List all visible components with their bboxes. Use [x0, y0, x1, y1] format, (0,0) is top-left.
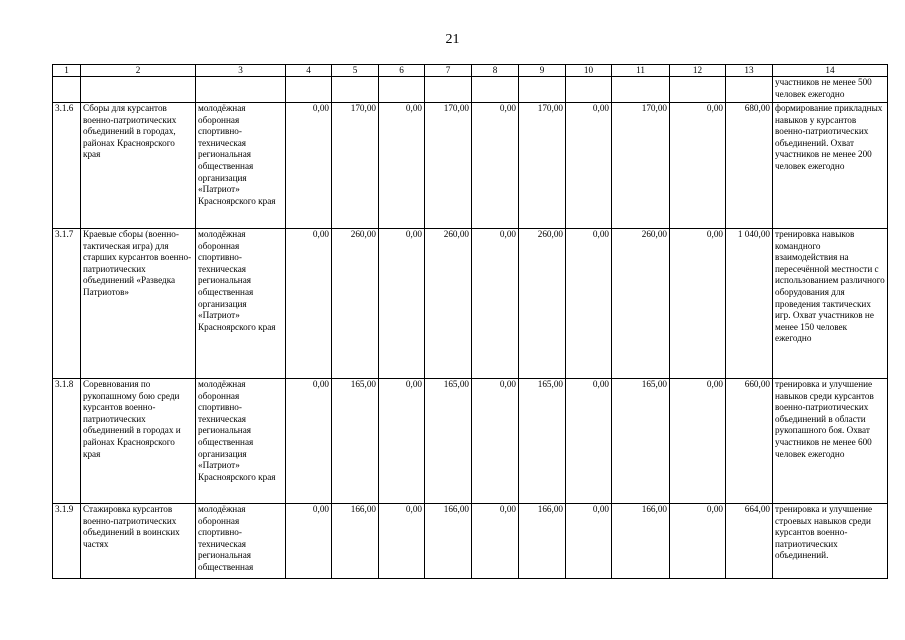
value-cell: 0,00: [286, 229, 332, 379]
result-cell: тренировка и улучшение навыков среди курсантов военно-патриотических объединений в области рукопашного боя. Охват участников не менее 600 человек ежегодно: [773, 379, 888, 504]
total-cell: 680,00: [726, 103, 773, 229]
value-cell: 0,00: [566, 229, 612, 379]
event-cell: Соревнования по рукопашному бою среди курсантов военно-патриотических объединений в городах и районах Красноярского края: [81, 379, 196, 504]
executor-cell: молодёжная оборонная спортивно-техническая региональная общественная: [198, 504, 254, 572]
code-cell: 3.1.7: [53, 229, 81, 379]
executor-cell: молодёжная оборонная спортивно-техническая региональная общественная организация «Патриот» Красноярского края: [196, 103, 286, 229]
value-cell: 165,00: [332, 379, 379, 504]
value-cell: 0,00: [379, 504, 425, 579]
column-header: 7: [425, 65, 472, 77]
value-cell: 0,00: [566, 379, 612, 504]
value-cell: 165,00: [612, 379, 670, 504]
value-cell: 166,00: [612, 504, 670, 579]
value-cell: 0,00: [472, 379, 519, 504]
value-cell: 0,00: [670, 379, 726, 504]
result-cell: тренировка и улучшение строевых навыков среди курсантов военно-патриотических объединений.: [773, 504, 888, 579]
value-cell: 0,00: [670, 229, 726, 379]
column-header: 12: [670, 65, 726, 77]
value-cell: 0,00: [286, 379, 332, 504]
column-header: 4: [286, 65, 332, 77]
value-cell: 166,00: [519, 504, 566, 579]
value-cell: 0,00: [379, 229, 425, 379]
program-table: [52, 64, 888, 579]
event-cell: Сборы для курсантов военно-патриотических объединений в городах, районах Красноярского края: [81, 103, 196, 229]
total-cell: 1 040,00: [726, 229, 773, 379]
column-header: 5: [332, 65, 379, 77]
event-cell: Стажировка курсантов военно-патриотических объединений в воинских частях: [81, 504, 196, 579]
value-cell: 170,00: [612, 103, 670, 229]
value-cell: 0,00: [286, 504, 332, 579]
result-cell: формирование прикладных навыков у курсантов военно-патриотических объединений. Охват участников не менее 200 человек ежегодно: [773, 103, 888, 229]
code-cell: 3.1.6: [53, 103, 81, 229]
column-header: 3: [196, 65, 286, 77]
total-cell: 660,00: [726, 379, 773, 504]
value-cell: 260,00: [612, 229, 670, 379]
value-cell: 166,00: [425, 504, 472, 579]
result-cell: участников не менее 500 человек ежегодно: [773, 77, 888, 103]
code-cell: 3.1.8: [53, 379, 81, 504]
event-cell: Краевые сборы (военно-тактическая игра) для старших курсантов военно-патриотических объединений «Разведка Патриотов»: [81, 229, 196, 379]
column-header: 10: [566, 65, 612, 77]
column-header: 11: [612, 65, 670, 77]
table-row: [53, 504, 888, 579]
value-cell: 170,00: [332, 103, 379, 229]
result-cell: тренировка навыков командного взаимодействия на пересечённой местности с использованием различного оборудования для проведения тактических игр. Охват участников не менее 150 человек ежегодно: [773, 229, 888, 379]
header-row: [53, 65, 888, 77]
value-cell: 260,00: [332, 229, 379, 379]
value-cell: 170,00: [425, 103, 472, 229]
page-number: 21: [445, 32, 460, 47]
continuation-row: [53, 77, 888, 103]
value-cell: 0,00: [472, 229, 519, 379]
value-cell: 260,00: [519, 229, 566, 379]
column-header: 1: [53, 65, 81, 77]
value-cell: 165,00: [425, 379, 472, 504]
value-cell: 0,00: [379, 103, 425, 229]
column-header: 13: [726, 65, 773, 77]
value-cell: 0,00: [472, 504, 519, 579]
column-header: 2: [81, 65, 196, 77]
executor-cell: молодёжная оборонная спортивно-техническая региональная общественная организация «Патриот» Красноярского края: [196, 229, 286, 379]
column-header: 9: [519, 65, 566, 77]
column-header: 8: [472, 65, 519, 77]
value-cell: 0,00: [566, 504, 612, 579]
value-cell: 170,00: [519, 103, 566, 229]
column-header: 14: [773, 65, 888, 77]
value-cell: 0,00: [670, 103, 726, 229]
column-header: 6: [379, 65, 425, 77]
value-cell: 165,00: [519, 379, 566, 504]
value-cell: 0,00: [286, 103, 332, 229]
executor-cell: молодёжная оборонная спортивно-техническая региональная общественная организация «Патриот» Красноярского края: [196, 379, 286, 504]
table-row: [53, 379, 888, 504]
value-cell: 0,00: [472, 103, 519, 229]
value-cell: 0,00: [566, 103, 612, 229]
table-row: [53, 229, 888, 379]
total-cell: 664,00: [726, 504, 773, 579]
value-cell: 166,00: [332, 504, 379, 579]
table-row: [53, 103, 888, 229]
value-cell: 0,00: [670, 504, 726, 579]
code-cell: 3.1.9: [53, 504, 81, 579]
value-cell: 260,00: [425, 229, 472, 379]
value-cell: 0,00: [379, 379, 425, 504]
